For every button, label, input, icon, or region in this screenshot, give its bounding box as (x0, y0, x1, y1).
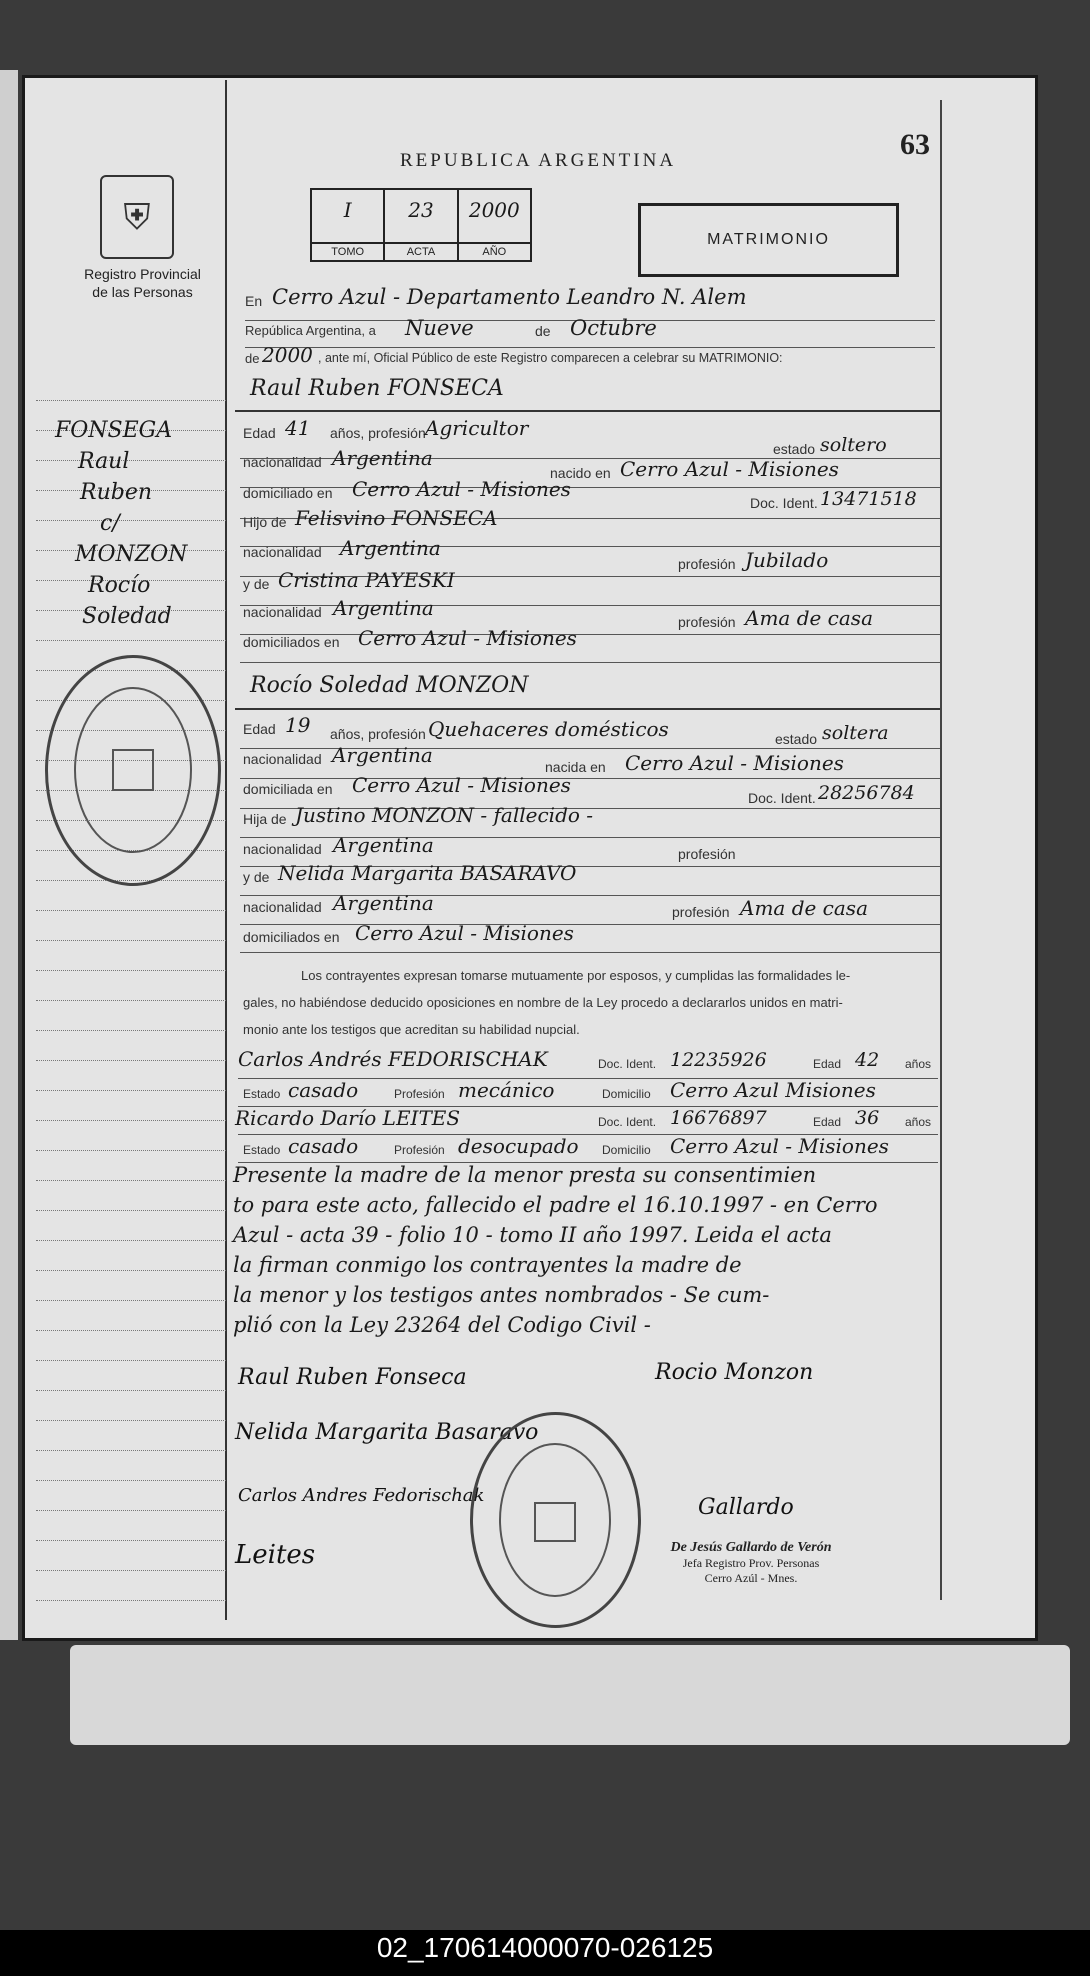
groom-mother: Cristina PAYESKI (278, 568, 455, 592)
notes (233, 1160, 943, 1340)
image-code: 02_170614000070-026125 (376, 1932, 714, 1963)
country-heading: REPUBLICA ARGENTINA (400, 150, 677, 171)
note-line-4: la firman conmigo los contrayentes la madre de (233, 1253, 742, 1277)
groom-father: Felisvino FONSECA (295, 506, 498, 530)
witness-1-doc-label: Doc. Ident. (598, 1057, 657, 1071)
tomo-value: I (343, 198, 352, 222)
rule (245, 347, 935, 348)
tomo-cell (312, 190, 385, 260)
margin-rule (36, 1000, 226, 1001)
margin-rule (36, 400, 226, 401)
right-margin-line (940, 100, 942, 1600)
margin-rule (36, 640, 226, 641)
groom-mother-prof-label: profesión (678, 614, 736, 630)
declaration-line-3: monio ante los testigos que acreditan su habilidad nupcial. (243, 1022, 580, 1037)
groom-doc: 13471518 (820, 488, 917, 510)
margin-rule (36, 1390, 226, 1391)
groom-mother-prof: Ama de casa (745, 606, 873, 630)
note-line-6: plió con la Ley 23264 del Codigo Civil - (233, 1313, 651, 1337)
signature-witness-1: Carlos Andres Fedorischak (238, 1485, 485, 1506)
groom-parents-dom-label: domiciliados en (243, 634, 340, 650)
groom-mother-label: y de (243, 576, 270, 592)
tomo-label: TOMO (312, 242, 383, 260)
bride-nacida-label: nacida en (545, 759, 606, 775)
witness-1-domicile: Cerro Azul Misiones (670, 1078, 876, 1102)
groom-nationality: Argentina (332, 446, 433, 470)
witness-1-anos: años (905, 1057, 932, 1071)
bride-nationality: Argentina (332, 743, 433, 767)
margin-rule (36, 1480, 226, 1481)
rule (235, 410, 940, 412)
margin-rule (36, 1450, 226, 1451)
stamp-ring-icon (48, 658, 218, 883)
official-title: Jefa Registro Prov. Personas (682, 1556, 820, 1570)
official-place: Cerro Azúl - Mnes. (704, 1571, 798, 1585)
witness-2-prof-label: Profesión (394, 1143, 445, 1157)
adjacent-page-edge (0, 70, 18, 1640)
page-bottom-edge (70, 1645, 1070, 1745)
acta-label: ACTA (385, 242, 456, 260)
witness-2-age: 36 (855, 1107, 880, 1129)
margin-rule (36, 1540, 226, 1541)
groom-birthplace: Cerro Azul - Misiones (620, 457, 839, 481)
margin-rule (36, 1360, 226, 1361)
margin-name-2: Raul (78, 449, 130, 474)
rule (240, 634, 940, 635)
witness-2-edad-label: Edad (813, 1115, 842, 1129)
official-stamp (636, 1540, 866, 1586)
bride-doc: 28256784 (818, 782, 915, 804)
ano-value: 2000 (468, 198, 520, 222)
bride-nat-label: nacionalidad (243, 751, 322, 767)
rule (240, 952, 940, 953)
stamp-ring-icon (473, 1415, 638, 1625)
rule (240, 924, 940, 925)
groom-father-nat: Argentina (340, 536, 441, 560)
bride-father-nat: Argentina (333, 833, 434, 857)
groom-edad-label: Edad (243, 425, 276, 441)
bride-father: Justino MONZON - fallecido - (295, 803, 594, 827)
signature-witness-2: Leites (235, 1540, 316, 1570)
registry-stamp-left (45, 655, 221, 886)
groom-nacido-label: nacido en (550, 465, 611, 481)
note-line-1: Presente la madre de la menor presta su consentimien (233, 1163, 817, 1187)
witness-1-profession: mecánico (458, 1078, 555, 1102)
margin-name-1: FONSEGA (55, 418, 173, 443)
witness-2-doc: 16676897 (670, 1107, 767, 1129)
witness-1-prof-label: Profesión (394, 1087, 445, 1101)
note-line-2: to para este acto, fallecido el padre el 16.10.1997 - en Cerro (233, 1193, 878, 1217)
record-ids (310, 188, 532, 262)
bride-mother-nat: Argentina (333, 891, 434, 915)
bride-doc-label: Doc. Ident. (748, 790, 816, 806)
groom-nat-label: nacionalidad (243, 454, 322, 470)
margin-names (40, 415, 225, 632)
rule (240, 662, 940, 663)
groom-estado-label: estado (773, 441, 816, 457)
margin-rule (36, 1270, 226, 1271)
bride-mother-label: y de (243, 869, 270, 885)
rule (235, 708, 940, 710)
ano-label: AÑO (459, 242, 530, 260)
bride-mother-prof-label: profesión (672, 904, 730, 920)
de-label: de (535, 323, 551, 339)
groom-father-label: Hijo de (243, 514, 287, 530)
margin-name-4: c/ (100, 511, 120, 536)
margin-name-3: Ruben (80, 480, 153, 505)
margin-rule (36, 1420, 226, 1421)
bride-father-label: Hija de (243, 811, 287, 827)
margin-rule (36, 1120, 226, 1121)
registry-label-line2: de las Personas (92, 284, 193, 300)
margin-rule (36, 1180, 226, 1181)
margin-rule (36, 1240, 226, 1241)
rule (240, 778, 940, 779)
bride-estado: soltera (822, 722, 889, 744)
bride-father-prof-label: profesión (678, 846, 736, 862)
witness-1-dom-label: Domicilio (602, 1087, 651, 1101)
bride-birthplace: Cerro Azul - Misiones (625, 751, 844, 775)
margin-rule (36, 1600, 226, 1601)
margin-rule (36, 1330, 226, 1331)
year: 2000 (262, 343, 313, 367)
day: Nueve (405, 316, 474, 340)
bride-profession: Quehaceres domésticos (428, 717, 669, 741)
groom-domicile: Cerro Azul - Misiones (352, 477, 571, 501)
margin-rule (36, 910, 226, 911)
groom-anos-label: años, profesión (330, 425, 426, 441)
groom-estado: soltero (820, 434, 887, 456)
declaration-line-2: gales, no habiéndose deducido oposiciones en nombre de la Ley procedo a declararlos unidos en matri- (243, 995, 843, 1010)
groom-dom-label: domiciliado en (243, 485, 333, 501)
witness-1-estado: casado (288, 1078, 359, 1102)
margin-name-5: MONZON (75, 542, 188, 567)
margin-name-6: Rocío (88, 573, 151, 598)
signature-official: Gallardo (698, 1495, 794, 1520)
bride-parents-dom-label: domiciliados en (243, 929, 340, 945)
bride-dom-label: domiciliada en (243, 781, 333, 797)
margin-rule (36, 1090, 226, 1091)
signature-groom: Raul Ruben Fonseca (238, 1365, 467, 1390)
bride-name: Rocío Soledad MONZON (250, 673, 529, 698)
margin-rule (36, 1150, 226, 1151)
bride-mother: Nelida Margarita BASARAVO (278, 861, 577, 885)
witness-2-doc-label: Doc. Ident. (598, 1115, 657, 1129)
groom-age: 41 (285, 416, 311, 440)
groom-name: Raul Ruben FONSECA (250, 376, 504, 401)
note-line-3: Azul - acta 39 - folio 10 - tomo II año 1997. Leida el acta (233, 1223, 832, 1247)
witness-1-name: Carlos Andrés FEDORISCHAK (238, 1047, 548, 1071)
place: Cerro Azul - Departamento Leandro N. Alem (272, 285, 747, 309)
bride-mother-nat-label: nacionalidad (243, 899, 322, 915)
registry-stamp-bottom (470, 1412, 641, 1628)
signature-mother: Nelida Margarita Basaravo (235, 1420, 539, 1445)
coat-of-arms-icon: ⛨ (100, 175, 174, 259)
en-label: En (245, 293, 263, 309)
groom-father-prof: Jubilado (745, 548, 829, 572)
groom-parents-dom: Cerro Azul - Misiones (358, 626, 577, 650)
page-number: 63 (900, 128, 930, 161)
groom-doc-label: Doc. Ident. (750, 495, 818, 511)
bride-domicile: Cerro Azul - Misiones (352, 773, 571, 797)
groom-father-nat-label: nacionalidad (243, 544, 322, 560)
bride-edad-label: Edad (243, 721, 276, 737)
declaration-line-1: Los contrayentes expresan tomarse mutuamente por esposos, y cumplidas las formalidades le- (301, 968, 851, 983)
month: Octubre (570, 316, 657, 340)
witness-2-estado-label: Estado (243, 1143, 281, 1157)
republica-label: República Argentina, a (245, 323, 376, 338)
registry-label-line1: Registro Provincial (84, 266, 201, 282)
witness-2-profession: desocupado (458, 1134, 579, 1158)
bride-anos-label: años, profesión (330, 726, 426, 742)
ano-cell (459, 190, 530, 260)
acta-cell (385, 190, 458, 260)
margin-rule (36, 1570, 226, 1571)
note-line-5: la menor y los testigos antes nombrados - Se cum- (233, 1283, 770, 1307)
groom-mother-nat: Argentina (333, 596, 434, 620)
declaration (243, 962, 943, 1043)
witness-2-dom-label: Domicilio (602, 1143, 651, 1157)
bride-parents-dom: Cerro Azul - Misiones (355, 921, 574, 945)
groom-father-prof-label: profesión (678, 556, 736, 572)
margin-rule (36, 970, 226, 971)
margin-name-7: Soledad (82, 604, 172, 629)
statement: , ante mí, Oficial Público de este Registro comparecen a celebrar su MATRIMONIO: (318, 351, 783, 365)
witness-1-edad-label: Edad (813, 1057, 842, 1071)
margin-rule (36, 1030, 226, 1031)
bride-father-nat-label: nacionalidad (243, 841, 322, 857)
groom-mother-nat-label: nacionalidad (243, 604, 322, 620)
witness-1-estado-label: Estado (243, 1087, 281, 1101)
witness-2-anos: años (905, 1115, 932, 1129)
document-type-box: MATRIMONIO (638, 203, 899, 277)
witness-2-name: Ricardo Darío LEITES (235, 1106, 461, 1130)
witness-1-age: 42 (855, 1049, 880, 1071)
witness-2-estado: casado (288, 1134, 359, 1158)
year-prefix: de (245, 351, 260, 366)
margin-rule (36, 1300, 226, 1301)
acta-value: 23 (408, 198, 434, 222)
witness-2-domicile: Cerro Azul - Misiones (670, 1134, 889, 1158)
bride-mother-prof: Ama de casa (740, 896, 868, 920)
margin-rule (36, 1510, 226, 1511)
signature-bride: Rocio Monzon (655, 1360, 814, 1385)
margin-rule (36, 940, 226, 941)
margin-rule (36, 1060, 226, 1061)
official-name: De Jesús Gallardo de Verón (670, 1540, 832, 1555)
groom-profession: Agricultor (425, 416, 529, 440)
bride-estado-label: estado (775, 731, 818, 747)
bride-age: 19 (285, 713, 311, 737)
margin-rule (36, 1210, 226, 1211)
registry-label (55, 265, 230, 301)
witness-1-doc: 12235926 (670, 1049, 767, 1071)
